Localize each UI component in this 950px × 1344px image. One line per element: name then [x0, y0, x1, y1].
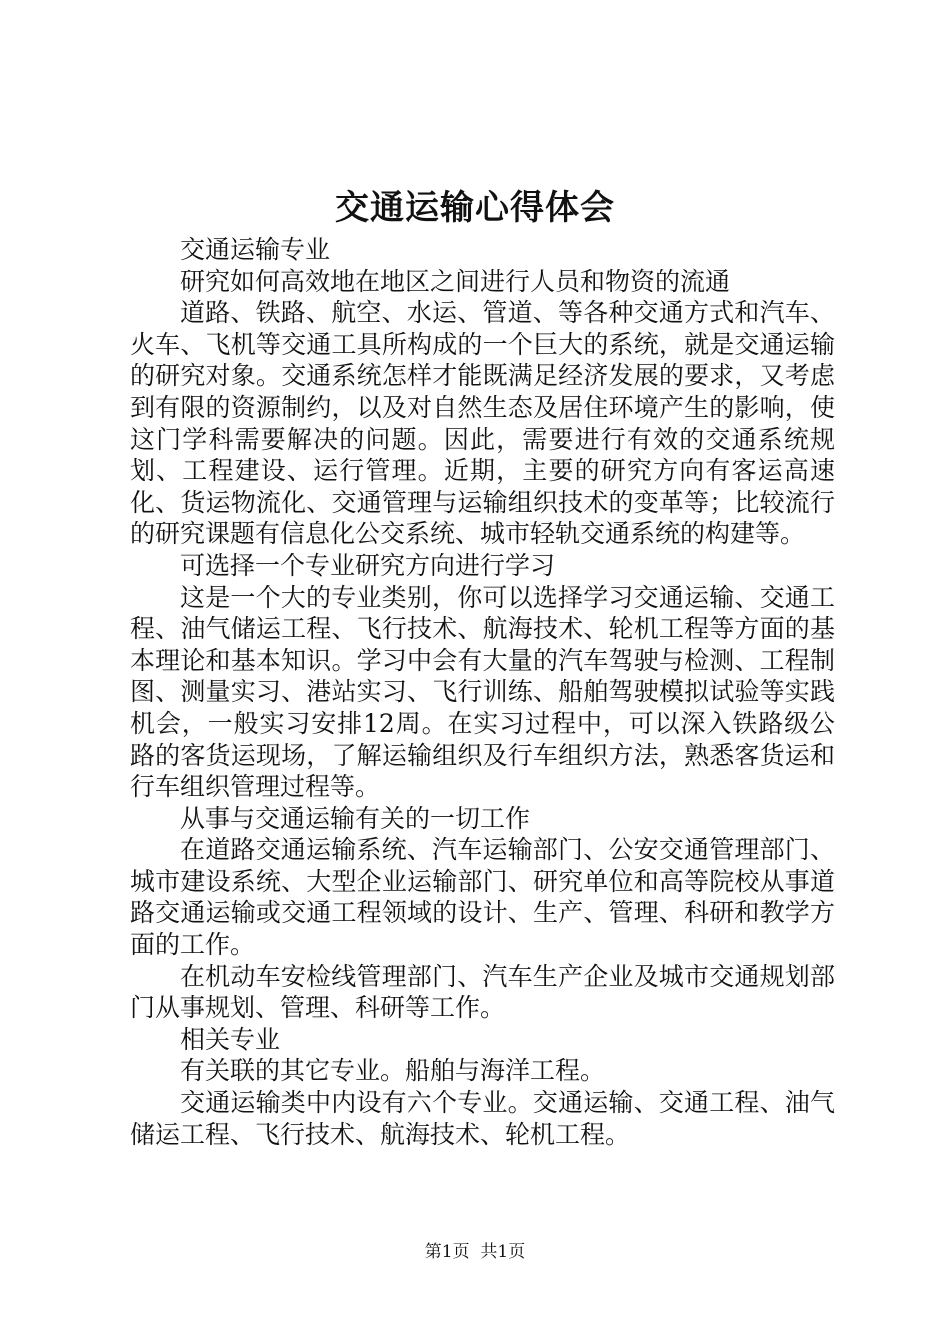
- footer-separator: [470, 1242, 481, 1262]
- paragraph-career-departments: 在机动车安检线管理部门、汽车生产企业及城市交通规划部门从事规划、管理、科研等工作。: [130, 961, 835, 1023]
- page-title: 交通运输心得体会: [335, 188, 615, 228]
- paragraph-research-summary: 研究如何高效地在地区之间进行人员和物资的流通: [180, 266, 731, 296]
- paragraph-major-name: 交通运输专业: [180, 235, 331, 264]
- page-number: 第1页: [424, 1242, 470, 1262]
- paragraph-research-object: 道路、铁路、航空、水运、管道、等各种交通方式和汽车、火车、飞机等交通工具所构成的一个巨大的系统，就是交通运输的研究对象。交通系统怎样才能既满足经济发展的要求，又考虑到有限的资源制约，以及对自然生态及居住环境产生的影响，使这门学科需要解决的问题。因此，需要进行有效的交通系统规划、工程建设、运行管理。近期，主要的研究方向有客运高速化、货运物流化、交通管理与运输组织技术的变革等；比较流行的研究课题有信息化公交系统、城市轻轨交通系统的构建等。: [130, 298, 835, 549]
- paragraph-career-heading: 从事与交通运输有关的一切工作: [180, 803, 531, 833]
- paragraph-related-majors: 有关联的其它专业。船舶与海洋工程。: [180, 1056, 606, 1086]
- document-body: [130, 234, 835, 1150]
- paragraph-study-content: 这是一个大的专业类别，你可以选择学习交通运输、交通工程、油气储运工程、飞行技术、航海技术、轮机工程等方面的基本理论和基本知识。学习中会有大量的汽车驾驶与检测、工程制图、测量实习、港站实习、飞行训练、船舶驾驶模拟试验等实践机会，一般实习安排12周。在实习过程中，可以深入铁路级公路的客货运现场，了解运输组织及行车组织方法，熟悉客货运和行车组织管理过程等。: [130, 582, 835, 802]
- paragraph-category-majors: 交通运输类中内设有六个专业。交通运输、交通工程、油气储运工程、飞行技术、航海技术、轮机工程。: [130, 1088, 835, 1149]
- page-footer: [0, 1240, 950, 1264]
- paragraph-study-direction-heading: 可选择一个专业研究方向进行学习: [180, 550, 556, 580]
- paragraph-related-majors-heading: 相关专业: [180, 1024, 281, 1054]
- paragraph-career-fields: 在道路交通运输系统、汽车运输部门、公安交通管理部门、城市建设系统、大型企业运输部门、研究单位和高等院校从事道路交通运输或交通工程领域的设计、生产、管理、科研和教学方面的工作。: [130, 835, 835, 960]
- page-total: 共1页: [480, 1242, 526, 1262]
